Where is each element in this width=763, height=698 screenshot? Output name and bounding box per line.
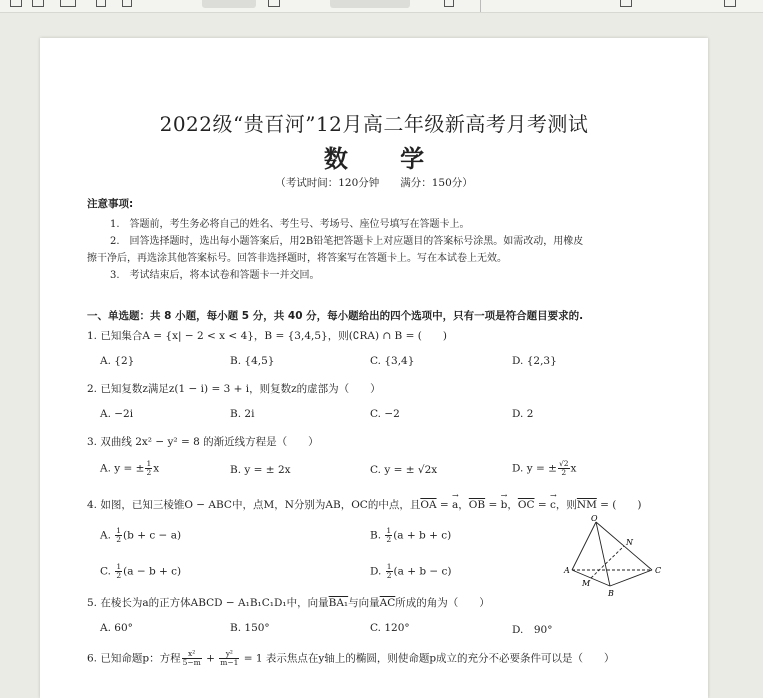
question-2-option-d: D. 2: [512, 408, 534, 420]
fraction: [182, 650, 202, 667]
fraction-denominator: 2: [386, 571, 392, 580]
fraction-numerator: 1: [146, 459, 152, 468]
question-3-option-a: [100, 460, 159, 477]
zoom-select[interactable]: [330, 0, 410, 8]
fraction-denominator: 2: [116, 571, 122, 580]
stem-text: 5. 在棱长为a的正方体ABCD − A₁B₁C₁D₁中，向量: [87, 597, 329, 609]
label-c: C: [655, 566, 662, 575]
question-5-stem: [87, 595, 490, 610]
toolbar-icon-8[interactable]: [620, 0, 632, 7]
stem-text: = 1 表示焦点在y轴上的椭圆，则使命题p成立的充分不必要条件可以是（ ）: [240, 652, 615, 665]
notice-item-2: 2. 回答选择题时，选出每小题答案后，用2B铅笔把答题卡上对应题目的答案标号涂黑。如需改动，用橡皮: [110, 236, 584, 247]
option-label: D.: [370, 565, 382, 578]
fraction: [558, 460, 570, 477]
edge-bc: [610, 570, 652, 586]
question-2-option-a: A. −2i: [100, 408, 134, 420]
question-6-stem: [87, 650, 615, 667]
edge-ob: [596, 522, 610, 586]
fraction-numerator: 1: [386, 562, 392, 571]
vector-oa: $\overline{OA}$: [420, 499, 437, 511]
question-4-option-b: [370, 527, 451, 544]
fraction-denominator: 2: [116, 535, 122, 544]
fraction-denominator: 2: [146, 468, 152, 477]
fraction: [115, 527, 122, 544]
plus-sign: +: [202, 652, 219, 665]
vector-c: → c: [550, 499, 556, 511]
fraction-numerator: 1: [386, 526, 392, 535]
toolbar-icon-2[interactable]: [32, 0, 44, 7]
tetrahedron-figure: [560, 512, 670, 598]
option-text: (a + b − c): [393, 565, 452, 578]
stem-text: ，则: [555, 499, 577, 511]
vector-ac: $\overline{AC}$: [379, 597, 396, 609]
label-m: M: [582, 579, 591, 588]
question-4-option-c: [100, 563, 181, 580]
fraction-numerator: 1: [116, 526, 122, 535]
question-3-stem: 3. 双曲线 2x² − y² = 8 的渐近线方程是（ ）: [87, 436, 319, 448]
toolbar-icon-5[interactable]: [122, 0, 132, 7]
question-5-option-a: A. 60°: [100, 622, 133, 634]
option-text: (a − b + c): [123, 565, 182, 578]
option-label: C.: [100, 565, 111, 578]
option-text-tail: x: [153, 462, 160, 475]
notice-item-1: 1. 答题前，考生务必将自己的姓名、考生号、考场号、座位号填写在答题卡上。: [110, 219, 470, 230]
option-text: (b + c − a): [123, 529, 182, 542]
vector-ob: $\overline{OB}$: [468, 499, 486, 511]
question-5-option-d: D. 90°: [512, 624, 553, 636]
toolbar-icon-1[interactable]: [10, 0, 22, 7]
option-text: y = ±: [526, 462, 557, 475]
question-2-option-b: B. 2i: [230, 408, 255, 420]
vector-b: → b: [501, 499, 508, 511]
fraction-numerator: x²: [182, 650, 202, 659]
toolbar-icon-7[interactable]: [444, 0, 454, 7]
fraction-denominator: m−1: [220, 658, 239, 667]
option-text: y = ± √2x: [384, 464, 438, 476]
option-text-tail: x: [570, 462, 577, 475]
vector-a: → a: [452, 499, 458, 511]
label-b: B: [608, 589, 614, 598]
option-text: y = ±: [114, 462, 145, 475]
notice-item-3: 3. 考试结束后，将本试卷和答题卡一并交回。: [110, 270, 320, 281]
question-3-option-b: [230, 464, 291, 476]
question-5-option-b: B. 150°: [230, 622, 270, 634]
option-label: D.: [512, 462, 524, 475]
stem-text: 与向量: [348, 597, 380, 609]
question-4-stem: 4. 如图，已知三棱锥O − ABC中，点M，N分别为AB，OC的中点，且$\overline{OA}$ = → a，$\overline{OB}$ = → b，$\overline{OC}$ = → c，则$\overline{NM}$ = ( ): [87, 497, 642, 512]
edge-oa: [572, 522, 596, 570]
question-1-stem: 1. 已知集合A = {x| − 2 < x < 4}，B = {3,4,5}，则(∁RA) ∩ B = ( ): [87, 330, 447, 342]
toolbar-icon-4[interactable]: [96, 0, 106, 7]
fraction-numerator: √2: [558, 459, 569, 468]
question-1-option-d: D. {2,3}: [512, 355, 557, 367]
fraction-numerator: y²: [219, 650, 239, 659]
fraction: [219, 650, 239, 667]
stem-text: 6. 已知命题p：方程: [87, 652, 181, 665]
exam-time-info: （考试时间：120分钟 满分：150分）: [275, 177, 473, 189]
fraction: [385, 527, 392, 544]
toolbar-icon-6[interactable]: [268, 0, 280, 7]
option-label: B.: [230, 464, 242, 476]
question-1-option-b: B. {4,5}: [230, 355, 275, 367]
notice-item-2-cont: 擦干净后，再选涂其他答案标号。回答非选择题时，将答案写在答题卡上。写在本试卷上无效。: [87, 253, 507, 264]
option-label: A.: [100, 529, 111, 542]
toolbar-separator: [480, 0, 481, 12]
option-label: B.: [370, 529, 382, 542]
option-label: A.: [100, 462, 111, 475]
vector-ba1: BA₁: [328, 597, 349, 609]
section-1-heading: 一、单选题：共 8 小题，每小题 5 分，共 40 分，每小题给出的四个选项中，只有一项是符合题目要求的.: [87, 310, 584, 322]
edge-oc: [596, 522, 652, 570]
question-2-option-c: C. −2: [370, 408, 400, 420]
label-o: O: [591, 514, 598, 523]
fraction-denominator: 5−m: [182, 658, 201, 667]
label-n: N: [626, 538, 633, 547]
page-number-box[interactable]: [202, 0, 256, 8]
fraction-numerator: 1: [116, 562, 122, 571]
stem-text: 4. 如图，已知三棱锥O − ABC中，点M，N分别为AB，OC的中点，且: [87, 499, 421, 511]
question-3-option-d: [512, 460, 576, 477]
fraction-denominator: 2: [561, 468, 567, 477]
document-page: [40, 38, 708, 698]
vector-nm: $\overline{NM}$: [576, 499, 597, 511]
question-4-option-a: [100, 527, 181, 544]
question-1-option-a: A. {2}: [100, 355, 135, 367]
label-a: A: [564, 566, 570, 575]
question-4-option-d: [370, 563, 452, 580]
option-label: C.: [370, 464, 381, 476]
exam-title: 2022级“贵百河”12月高二年级新高考月考测试: [159, 112, 589, 136]
toolbar-icon-3[interactable]: [60, 0, 76, 7]
question-5-option-c: C. 120°: [370, 622, 410, 634]
option-text: y = ± 2x: [244, 464, 291, 476]
fraction: [115, 563, 122, 580]
subject-title: 数 学: [323, 145, 447, 173]
fraction: [386, 563, 393, 580]
question-3-option-c: [370, 464, 437, 476]
notice-heading: 注意事项:: [87, 198, 134, 210]
vector-oc: $\overline{OC}$: [517, 499, 535, 511]
fraction: [145, 460, 152, 477]
stem-text: = ( ): [596, 499, 642, 511]
toolbar: [0, 0, 763, 13]
toolbar-icon-9[interactable]: [724, 0, 736, 7]
option-text: (a + b + c): [393, 529, 452, 542]
stem-text: 所成的角为（ ）: [395, 597, 490, 609]
fraction-denominator: 2: [386, 535, 392, 544]
question-2-stem: 2. 已知复数z满足z(1 − i) = 3 + i，则复数z的虚部为（ ）: [87, 383, 381, 395]
question-1-option-c: C. {3,4}: [370, 355, 415, 367]
